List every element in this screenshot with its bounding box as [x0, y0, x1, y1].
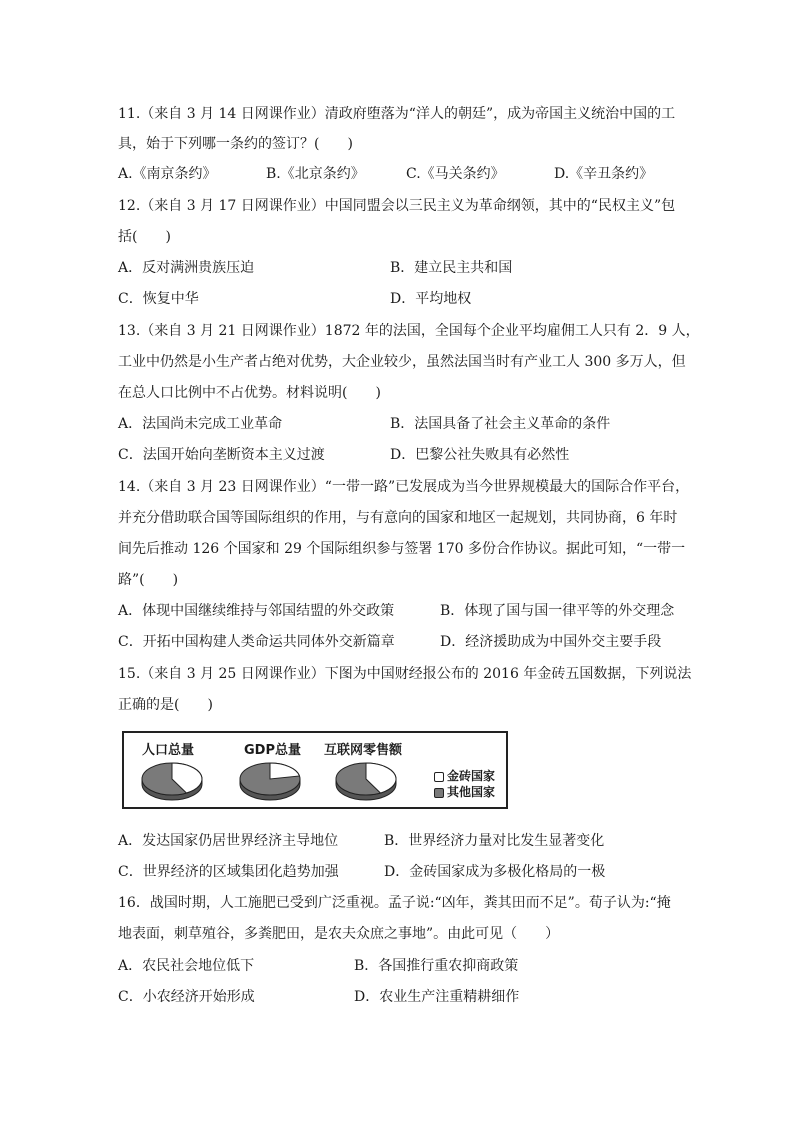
- legend-item-brics: [434, 767, 495, 784]
- q13-option-a: A．法国尚未完成工业革命: [118, 416, 283, 432]
- q12-option-c: C．恢复中华: [118, 291, 199, 307]
- q11-stem-line-1: 11.（来自 3 月 14 日网课作业）清政府堕落为“洋人的朝廷”，成为帝国主义统治中国的工: [118, 106, 676, 122]
- q16-option-b: B．各国推行重农抑商政策: [354, 958, 519, 974]
- q14-stem-line-1: 14.（来自 3 月 23 日网课作业）“一带一路”已发展成为当今世界规模最大的国际合作平台，: [118, 479, 690, 495]
- legend-label-others: 其他国家: [447, 785, 496, 799]
- q16-option-c: C．小农经济开始形成: [118, 989, 255, 1005]
- pie-title-internet-retail: 互联网零售额: [324, 743, 403, 758]
- q14-option-b: B．体现了国与国一律平等的外交理念: [440, 603, 675, 619]
- q13-stem-line-2: 工业中仍然是小生产者占绝对优势，大企业较少，虽然法国当时有产业工人 300 多万人，但: [118, 354, 686, 370]
- q15-stem-line-2: 正确的是( ): [118, 697, 213, 713]
- legend-item-others: [434, 783, 495, 800]
- q13-stem-line-3: 在总人口比例中不占优势。材料说明( ): [118, 385, 381, 401]
- q11-stem-line-2: 具，始于下列哪一条约的签订？( ): [118, 136, 353, 152]
- q14-stem-line-2: 并充分借助联合国等国际组织的作用，与有意向的国家和地区一起规划，共同协商，6 年时: [118, 510, 678, 526]
- brics-pie-chart-figure: [122, 731, 508, 809]
- q13-stem-line-1: 13.（来自 3 月 21 日网课作业）1872 年的法国，全国每个企业平均雇佣工人只有 2．9 人，: [118, 323, 700, 339]
- q14-stem-line-4: 路”( ): [118, 572, 179, 588]
- q11-option-d: D.《辛丑条约》: [554, 166, 654, 182]
- q13-option-d: D．巴黎公社失败具有必然性: [390, 447, 570, 463]
- legend-swatch-others: [434, 788, 444, 798]
- legend-label-brics: 金砖国家: [447, 769, 496, 783]
- q12-stem-line-1: 12.（来自 3 月 17 日网课作业）中国同盟会以三民主义为革命纲领，其中的“民权主义”包: [118, 198, 676, 214]
- legend-swatch-brics: [434, 772, 444, 782]
- q15-option-d: D．金砖国家成为多极化格局的一极: [384, 864, 606, 880]
- q14-option-a: A．体现中国继续维持与邻国结盟的外交政策: [118, 603, 395, 619]
- q12-option-b: B．建立民主共和国: [390, 260, 513, 276]
- q15-option-c: C．世界经济的区域集团化趋势加强: [118, 864, 339, 880]
- q14-option-c: C．开拓中国构建人类命运共同体外交新篇章: [118, 634, 395, 650]
- q14-stem-line-3: 间先后推动 126 个国家和 29 个国际组织参与签署 170 多份合作协议。据此可知，“一带一: [118, 541, 686, 557]
- q15-option-a: A．发达国家仍居世界经济主导地位: [118, 833, 339, 849]
- q11-option-a: A.《南京条约》: [118, 166, 217, 182]
- q16-option-d: D．农业生产注重精耕细作: [354, 989, 520, 1005]
- q16-option-a: A．农民社会地位低下: [118, 958, 255, 974]
- q13-option-b: B．法国具备了社会主义革命的条件: [390, 416, 611, 432]
- pie-title-population: 人口总量: [142, 743, 195, 758]
- q14-option-d: D．经济援助成为中国外交主要手段: [440, 634, 662, 650]
- q16-stem-line-1: 16．战国时期，人工施肥已受到广泛重视。孟子说:“凶年，粪其田而不足”。荀子认为:“掩: [118, 895, 671, 911]
- q12-option-d: D．平均地权: [390, 291, 472, 307]
- q12-option-a: A．反对满洲贵族压迫: [118, 260, 255, 276]
- q13-option-c: C．法国开始向垄断资本主义过渡: [118, 447, 325, 463]
- q15-option-b: B．世界经济力量对比发生显著变化: [384, 833, 605, 849]
- pie-title-gdp: GDP总量: [244, 743, 301, 758]
- q12-stem-line-2: 括( ): [118, 229, 171, 245]
- q15-stem-line-1: 15.（来自 3 月 25 日网课作业）下图为中国财经报公布的 2016 年金砖五国数据，下列说法: [118, 666, 692, 682]
- pie-slice-brics-1: [270, 763, 299, 779]
- q11-option-c: C.《马关条约》: [406, 166, 505, 182]
- q11-option-b: B.《北京条约》: [266, 166, 365, 182]
- q16-stem-line-2: 地表面，刺草殖谷，多粪肥田，是农夫众庶之事地”。由此可见（ ）: [118, 926, 560, 942]
